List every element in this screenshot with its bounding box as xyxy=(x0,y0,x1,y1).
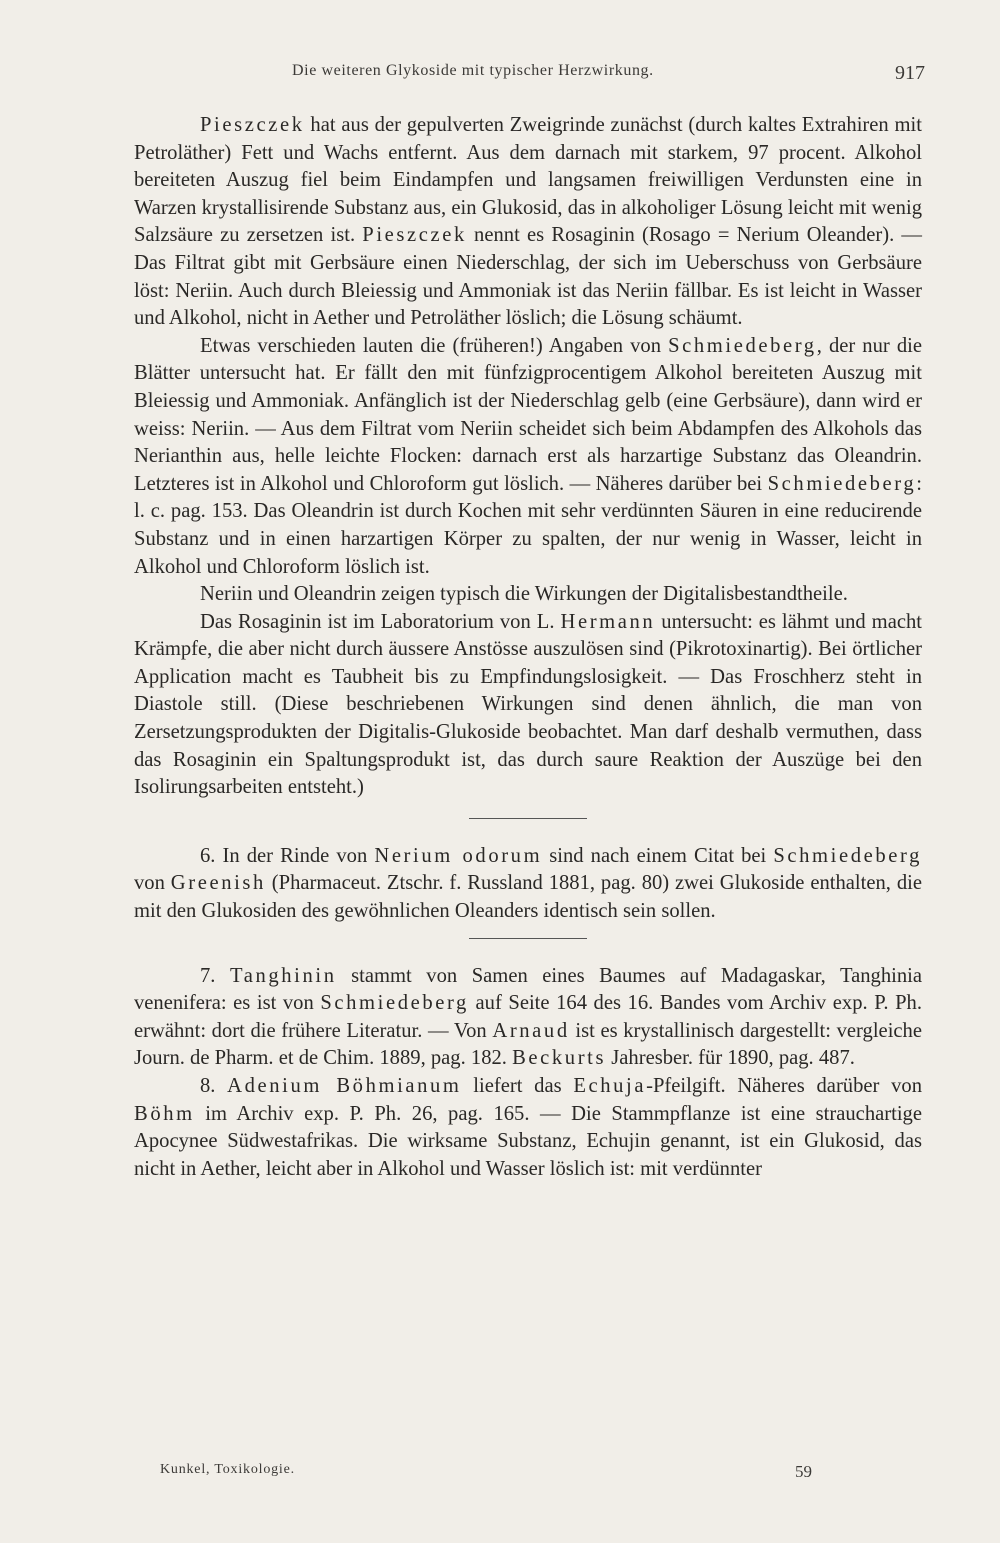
paragraph-rosaginin xyxy=(134,609,922,802)
text-run: ist es krystallinisch dargestellt: vergleiche Journ. de Pharm. et de Chim. 1889, pag. 182. xyxy=(134,1019,922,1070)
text-run: von xyxy=(134,872,171,895)
text-run: liefert das xyxy=(461,1075,574,1097)
text-run: 6. In der Rinde von xyxy=(200,844,375,867)
author-name: Schmiedeberg xyxy=(773,844,922,867)
author-name: Pieszczek xyxy=(200,114,305,136)
body-text xyxy=(134,112,922,1183)
author-name: Arnaud xyxy=(492,1019,570,1042)
substance-name: Tanghinin xyxy=(229,964,337,987)
text-run: (Pharmaceut. Ztschr. f. Russland 1881, pag. 80) zwei Glukoside enthalten, die mit den Glukosiden des gewöhnlichen Oleanders identisch sein sollen. xyxy=(134,872,922,923)
paragraph-pieszczek xyxy=(134,112,922,333)
footer-book-title: Kunkel, Toxikologie. xyxy=(160,1462,295,1477)
text-run: 7. xyxy=(200,964,230,987)
paragraph-adenium xyxy=(134,1073,922,1183)
author-name: Schmiedeberg xyxy=(767,472,917,495)
paragraph-digitalis: Neriin und Oleandrin zeigen typisch die Wirkungen der Digitalisbestandtheile. xyxy=(200,583,848,606)
text-run: : l. c. pag. 153. Das Oleandrin ist durch Kochen mit sehr verdünnten Säuren in eine reducirende Substanz und in einen harzartigen Körper zu spalten, der nur wenig in Wasser, leicht in Alkohol und Chloroform löslich ist. xyxy=(134,472,922,578)
running-title: Die weiteren Glykoside mit typischer Herzwirkung. xyxy=(292,62,654,79)
section-divider xyxy=(469,938,587,939)
text-run: Jahresber. für 1890, pag. 487. xyxy=(606,1047,855,1070)
text-run: stammt von Samen eines Baumes auf Madagaskar, Tanghinia venenifera: es ist von xyxy=(134,964,923,1015)
page-footer xyxy=(0,1462,1000,1488)
author-name: Pieszczek xyxy=(362,224,467,247)
author-name: Hermann xyxy=(560,610,656,633)
section-divider xyxy=(469,818,587,819)
species-name: Nerium odorum xyxy=(374,844,543,867)
running-head xyxy=(0,62,1000,92)
text-run: hat aus der gepulverten Zweigrinde zunächst (durch kaltes Extrahiren mit Petroläther) Fett und Wachs entfernt. Aus dem darnach mit starkem, 97 procent. Alkohol bereiteten Auszug fiel beim Eindampfen und langsamen freiwilligen Verdunsten eine in Warzen krystallisirende Substanz aus, ein Glukosid, das in alkoholiger Lösung leicht mit wenig Salzsäure zu zersetzen ist. xyxy=(134,114,922,247)
text-run: untersucht: es lähmt und macht Krämpfe, die aber nicht durch äussere Anstösse auszulösen sind (Pikrotoxinartig). Bei örtlicher Application macht es Taubheit bis zu Empfindungslosigkeit. — Das Froschherz steht in Diastole still. (Diese beschriebenen Wirkungen sind denen ähnlich, die man von Zersetzungsprodukten der Digitalis-Glukoside beobachtet. Man darf deshalb vermuthen, dass das Rosaginin ein Spaltungsprodukt ist, das durch saure Reaktion der Auszüge bei den Isolirungsarbeiten entsteht.) xyxy=(134,610,922,799)
text-run: nennt es Rosaginin (Rosago = Nerium Oleander). — Das Filtrat gibt mit Gerbsäure einen Niederschlag, der sich im Ueberschuss von Gerbsäure löst: Neriin. Auch durch Bleiessig und Ammoniak ist das Neriin fällbar. Es ist leicht in Wasser und Alkohol, nicht in Aether und Petroläther löslich; die Lösung schäumt. xyxy=(134,224,922,330)
author-name: Greenish xyxy=(170,872,266,895)
paragraph-tanghinin xyxy=(134,963,922,1073)
text-run: auf Seite 164 des 16. Bandes vom Archiv exp. P. Ph. erwähnt: dort die frühere Literatur. — Von xyxy=(134,992,922,1042)
text-run: Etwas verschieden lauten die (früheren!) Angaben von xyxy=(200,334,669,357)
paragraph-nerium-odorum xyxy=(134,843,922,926)
text-run: , der nur die Blätter untersucht hat. Er fällt den mit fünfzigprocentigem Alkohol bereiteten Auszug mit Bleiessig und Ammoniak. Anfänglich ist der Niederschlag gelb (eine Gerbsäure), dann wird er weiss: Neriin. — Aus dem Filtrat vom Neriin scheidet sich beim Abdampfen des Alkohols das Nerianthin aus, helle leichte Flocken: darnach erst als harzartige Substanz das Oleandrin. Letzteres ist in Alkohol und Chloroform gut löslich. — Näheres darüber bei xyxy=(134,334,922,495)
page-number: 917 xyxy=(895,62,925,84)
author-name: Schmiedeberg xyxy=(320,992,469,1015)
author-name: Schmiedeberg xyxy=(668,334,817,357)
author-name: Beckurts xyxy=(512,1047,607,1070)
species-name: Adenium Böhmianum xyxy=(227,1075,462,1097)
text-run: sind nach einem Citat bei xyxy=(542,844,774,867)
signature-mark: 59 xyxy=(795,1462,812,1481)
text-run: im Archiv exp. P. Ph. 26, pag. 165. — Die Stammpflanze ist eine strauchartige Apocynee Südwestafrikas. Die wirksame Substanz, Echujin genannt, ist ein Glukosid, das nicht in Aether, leicht aber in Alkohol und Wasser löslich ist: mit verdünnter xyxy=(134,1102,922,1180)
paragraph-schmiedeberg xyxy=(134,333,922,581)
text-run: 8. xyxy=(200,1075,228,1097)
text-run: -Pfeilgift. Näheres darüber von xyxy=(646,1075,922,1097)
text-run: Das Rosaginin ist im Laboratorium von L. xyxy=(200,610,561,633)
substance-name: Echuja xyxy=(573,1075,647,1097)
author-name: Böhm xyxy=(134,1102,195,1125)
